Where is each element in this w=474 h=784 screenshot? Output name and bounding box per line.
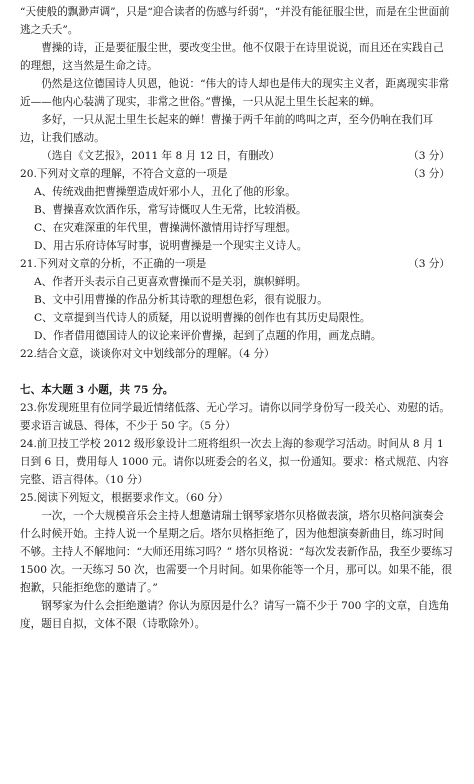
question-20-option-d: D、用古乐府诗体写时事，说明曹操是一个现实主义诗人。 xyxy=(34,240,308,252)
passage-paragraph-1: “天使般的飘渺声调”，只是“迎合读者的伤感与纤弱”，“并没有能征服尘世，而是在尘世面前逃之夭夭”。 xyxy=(20,6,450,36)
question-20-score: （3 分） xyxy=(408,168,450,180)
question-25-stem: 25.阅读下列短文，根据要求作文。（60 分） xyxy=(20,492,229,504)
question-24: 24.前卫技工学校 2012 级形象设计二班将组织一次去上海的参观学习活动。时间从 8 月 1 日到 6 日，费用每人 1000 元。请你以班委会的名义，拟一份通知。要求：格式规范、内容完整、语言得体。（10 分） xyxy=(20,438,449,486)
question-23: 23.你发现班里有位同学最近情绪低落、无心学习。请你以同学身份写一段关心、劝慰的话。要求语言诚恳、得体，不少于 50 字。（5 分） xyxy=(20,402,451,432)
section-7-heading: 七、本大题 3 小题，共 75 分。 xyxy=(20,384,174,396)
passage-source-score: （3 分） xyxy=(408,150,450,162)
question-21-stem: 21.下列对文章的分析，不正确的一项是 xyxy=(20,258,207,270)
question-21-option-d: D、作者借用德国诗人的议论来评价曹操，起到了点题的作用，画龙点睛。 xyxy=(34,330,382,342)
passage-source-row xyxy=(20,147,454,165)
question-20-stem: 20.下列对文章的理解，不符合文意的一项是 xyxy=(20,168,228,180)
passage-paragraph-4: 多好，一只从泥土里生长起来的蝉！曹操于两千年前的鸣叫之声，至今仍响在我们耳边，让我们感动。 xyxy=(20,114,434,144)
question-22: 22.结合文意，谈谈你对文中划线部分的理解。（4 分） xyxy=(20,348,275,360)
question-21-option-a: A、作者开头表示自己更喜欢曹操而不是关羽，旗帜鲜明。 xyxy=(34,276,307,288)
question-20-option-b: B、曹操喜欢饮酒作乐，常写诗慨叹人生无常，比较消极。 xyxy=(34,204,307,216)
question-21-score: （3 分） xyxy=(408,258,450,270)
question-21-option-c: C、文章提到当代诗人的质疑，用以说明曹操的创作也有其历史局限性。 xyxy=(34,312,371,324)
question-20-stem-row xyxy=(20,165,454,183)
question-21-stem-row xyxy=(20,255,454,273)
passage-paragraph-2: 曹操的诗，正是要征服尘世，要改变尘世。他不仅限于在诗里说说，而且还在实践自己的理想，这当然是生命之诗。 xyxy=(20,42,444,72)
question-21-option-b: B、文中引用曹操的作品分析其诗歌的理想色彩，很有说服力。 xyxy=(34,294,328,306)
question-20-option-c: C、在灾难深重的年代里，曹操满怀激情用诗抒写理想。 xyxy=(34,222,297,234)
passage-paragraph-3: 仍然是这位德国诗人贝恩，他说：“伟大的诗人却也是伟大的现实主义者，距离现实非常近——他内心装满了现实，非常之世俗。”曹操，一只从泥土里生长起来的蝉。 xyxy=(20,78,450,108)
question-25-paragraph-2: 钢琴家为什么会拒绝邀请？你认为原因是什么？请写一篇不少于 700 字的文章，自选角度，题目自拟，文体不限（诗歌除外）。 xyxy=(20,600,450,630)
question-20-option-a: A、传统戏曲把曹操塑造成奸邪小人，丑化了他的形象。 xyxy=(34,186,296,198)
passage-source: （选自《文艺报》，2011 年 8 月 12 日，有删改） xyxy=(41,150,280,162)
question-25-paragraph-1: 一次，一个大规模音乐会主持人想邀请瑞士钢琴家塔尔贝格做表演，塔尔贝格问演奏会什么时候开始。主持人说一个星期之后。塔尔贝格拒绝了，因为他想演奏新曲目，练习时间不够。主持人不解地问：“大师还用练习吗？” 塔尔贝格说：“每次发表新作品，我至少要练习 1500 次。一天练习 50 次，也需要一个月时间。如果你能等一个月，那可以。如果不能，很抱歉，只能拒绝您的邀请了。” xyxy=(20,510,453,594)
